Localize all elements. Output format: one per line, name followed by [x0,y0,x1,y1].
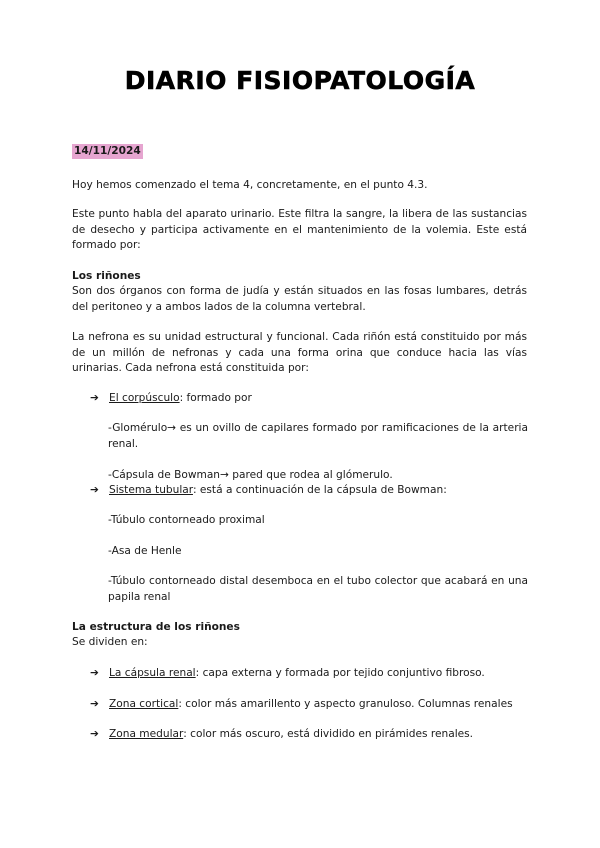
arrow-bullet-icon: ➔ [90,698,99,710]
term-description: : está a continuación de la cápsula de Bowman: [192,484,447,496]
term-capsule: La cápsula renal [109,667,196,679]
term-tubular: Sistema tubular [109,484,193,496]
list-item-text [109,483,447,499]
date-highlight: 14/11/2024 [74,145,141,157]
urinary-paragraph: Este punto habla del aparato urinario. Este filtra la sangre, la libera de las sustancias de desecho y participa activamente en el mantenimiento de la volemia. Este está formado por: [72,208,527,251]
term-description: : color más amarillento y aspecto granuloso. Columnas renales [178,698,513,710]
term-description: : formado por [179,392,252,404]
kidneys-heading: Los riñones [72,270,141,282]
term-description: : capa externa y formada por tejido conjuntivo fibroso. [195,667,485,679]
arrow-bullet-icon: ➔ [90,667,99,679]
list-item-text [109,727,473,743]
list-item-text [109,391,252,407]
arrow-bullet-icon: ➔ [90,728,99,740]
page-title: DIARIO FISIOPATOLOGÍA [124,66,476,95]
distal-line: -Túbulo contorneado distal desemboca en el tubo colector que acabará en una papila renal [108,575,528,603]
structure-heading: La estructura de los riñones [72,621,240,633]
bowman-line: -Cápsula de Bowman→ pared que rodea al glómerulo. [108,469,393,481]
intro-paragraph: Hoy hemos comenzado el tema 4, concretamente, en el punto 4.3. [72,179,428,191]
list-item-text [109,697,513,713]
list-item-text [109,666,485,682]
proximal-line: -Túbulo contorneado proximal [108,514,265,526]
term-cortical: Zona cortical [109,698,179,710]
term-medular: Zona medular [109,728,184,740]
glomerulo-line: -Glomérulo→ es un ovillo de capilares formado por ramificaciones de la arteria renal. [108,422,528,450]
structure-intro: Se dividen en: [72,636,148,648]
term-description: : color más oscuro, está dividido en pirámides renales. [183,728,474,740]
kidneys-paragraph: Son dos órganos con forma de judía y están situados en las fosas lumbares, detrás del peritoneo y a ambos lados de la columna vertebral. [72,285,527,313]
arrow-bullet-icon: ➔ [90,484,99,496]
nephron-paragraph: La nefrona es su unidad estructural y funcional. Cada riñón está constituido por más de un millón de nefronas y cada una forma orina que conduce hacia las vías urinarias. Cada nefrona está constituida por: [72,331,527,374]
arrow-bullet-icon: ➔ [90,392,99,404]
henle-line: -Asa de Henle [108,545,182,557]
term-corpuscle: El corpúsculo [109,392,180,404]
